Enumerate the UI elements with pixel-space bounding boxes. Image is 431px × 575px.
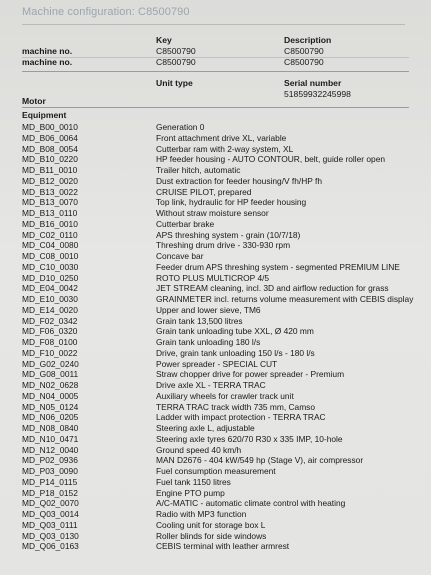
equipment-description: Concave bar	[156, 251, 204, 261]
equipment-row	[22, 348, 431, 359]
equipment-code: MD_P02_0936	[22, 455, 78, 466]
equipment-description: Steering axle tyres 620/70 R30 x 335 IMP, 10-hole	[156, 433, 343, 444]
equipment-code: MD_B00_0010	[22, 122, 78, 132]
unit-type-header: Unit type	[156, 78, 193, 88]
equipment-row	[22, 412, 431, 423]
section-divider	[22, 71, 409, 72]
unit-serial-header	[22, 78, 413, 89]
equipment-row	[22, 122, 431, 133]
equipment-description: Engine PTO pump	[156, 487, 225, 498]
machine-row	[22, 57, 413, 68]
equipment-code: MD_N10_0471	[22, 433, 79, 444]
equipment-code: MD_E14_0020	[22, 304, 78, 315]
equipment-row	[22, 369, 431, 380]
equipment-list	[0, 122, 431, 552]
equipment-description: Top link, hydraulic for HP feeder housing	[156, 197, 307, 208]
section-divider	[22, 107, 409, 108]
equipment-description: Cutterbar ram with 2-way system, XL	[156, 143, 294, 154]
equipment-description: CEBIS terminal with leather armrest	[156, 541, 290, 552]
equipment-row	[22, 176, 431, 187]
equipment-code: MD_B13_0110	[22, 208, 78, 218]
equipment-description: Threshing drum drive - 330-930 rpm	[156, 240, 291, 251]
equipment-description: Radio with MP3 function	[156, 509, 247, 519]
equipment-row	[22, 251, 431, 262]
equipment-description: Feeder drum APS threshing system - segmented PREMIUM LINE	[156, 261, 400, 272]
equipment-code: MD_P03_0090	[22, 466, 78, 476]
equipment-row	[22, 391, 431, 402]
equipment-code: MD_N02_0628	[22, 380, 79, 390]
equipment-description: Dust extraction for feeder housing/V fh/HP fh	[156, 175, 323, 186]
equipment-code: MD_B08_0054	[22, 143, 78, 154]
equipment-description: APS threshing system - grain (10/7/18)	[156, 229, 301, 240]
equipment-description: Trailer hitch, automatic	[156, 165, 241, 175]
equipment-code: MD_F10_0022	[22, 347, 78, 358]
machine-key: C8500790	[156, 57, 196, 67]
equipment-code: MD_B13_0022	[22, 186, 78, 197]
equipment-description: Grain tank 13,500 litres	[156, 315, 243, 326]
equipment-row	[22, 477, 431, 488]
equipment-code: MD_P18_0152	[22, 487, 78, 498]
equipment-code: MD_B11_0010	[22, 165, 78, 175]
equipment-row	[22, 144, 431, 155]
equipment-row	[22, 187, 431, 198]
description-header: Description	[284, 35, 332, 45]
equipment-description: Roller blinds for side windows	[156, 530, 267, 541]
equipment-code: MD_C10_0030	[22, 261, 79, 272]
equipment-code: MD_Q03_0111	[22, 519, 78, 530]
equipment-row	[22, 208, 431, 219]
equipment-code: MD_B10_0220	[22, 154, 78, 165]
equipment-code: MD_N12_0040	[22, 444, 79, 455]
equipment-description: Ground speed 40 km/h	[156, 444, 242, 455]
equipment-code: MD_N05_0124	[22, 401, 79, 412]
equipment-row	[22, 133, 431, 144]
equipment-row	[22, 423, 431, 434]
equipment-description: Front attachment drive XL, variable	[156, 132, 287, 143]
equipment-code: MD_D10_0250	[22, 272, 79, 283]
equipment-code: MD_Q03_0130	[22, 530, 79, 541]
equipment-code: MD_Q02_0070	[22, 498, 79, 509]
equipment-description: Upper and lower sieve, TM6	[156, 304, 261, 315]
equipment-row	[22, 316, 431, 327]
machine-label: machine no.	[22, 57, 73, 67]
equipment-row	[22, 531, 431, 542]
equipment-description: TERRA TRAC track width 735 mm, Camso	[156, 401, 316, 412]
equipment-code: MD_B06_0064	[22, 132, 78, 143]
equipment-description: Grain tank unloading 180 l/s	[156, 337, 261, 347]
page-title: Machine configuration: C8500790	[22, 6, 190, 18]
equipment-row	[22, 273, 431, 284]
equipment-description: Drive, grain tank unloading 150 l/s - 180 l/s	[156, 347, 315, 358]
equipment-row	[22, 380, 431, 391]
equipment-description: Generation 0	[156, 122, 205, 132]
serial-number-header: Serial number	[284, 78, 342, 88]
equipment-description: HP feeder housing - AUTO CONTOUR, belt, guide roller open	[156, 154, 386, 165]
equipment-title-row	[22, 110, 413, 121]
motor-serial: 51859932245998	[284, 89, 351, 99]
equipment-description: Ladder with impact protection - TERRA TRAC	[156, 412, 326, 423]
equipment-row	[22, 283, 431, 294]
equipment-description: A/C-MATIC - automatic climate control with heating	[156, 498, 346, 509]
equipment-code: MD_C04_0080	[22, 240, 79, 251]
equipment-row	[22, 445, 431, 456]
equipment-description: Cooling unit for storage box L	[156, 519, 266, 530]
machine-label: machine no.	[22, 46, 73, 56]
equipment-code: MD_G08_0011	[22, 369, 79, 380]
equipment-row	[22, 305, 431, 316]
equipment-row	[22, 488, 431, 499]
machine-key: C8500790	[156, 46, 196, 56]
equipment-code: MD_E04_0042	[22, 283, 78, 294]
equipment-description: Fuel consumption measurement	[156, 466, 276, 476]
equipment-code: MD_Q06_0163	[22, 541, 79, 552]
equipment-description: Fuel tank 1150 litres	[156, 476, 231, 487]
equipment-row	[22, 154, 431, 165]
equipment-code: MD_P14_0115	[22, 476, 78, 487]
equipment-description: Steering axle L, adjustable	[156, 423, 255, 433]
machine-row	[22, 46, 413, 57]
equipment-code: MD_Q03_0014	[22, 509, 79, 519]
equipment-code: MD_N06_0205	[22, 412, 79, 423]
key-header: Key	[156, 35, 172, 45]
equipment-description: Cutterbar brake	[156, 218, 215, 229]
equipment-row	[22, 455, 431, 466]
equipment-row	[22, 240, 431, 251]
equipment-title: Equipment	[22, 110, 67, 120]
equipment-row	[22, 219, 431, 230]
equipment-row	[22, 230, 431, 241]
equipment-description: MAN D2676 - 404 kW/549 hp (Stage V), air compressor	[156, 455, 364, 466]
equipment-code: MD_F02_0342	[22, 315, 78, 326]
equipment-code: MD_N08_0840	[22, 423, 79, 433]
equipment-row	[22, 520, 431, 531]
equipment-code: MD_C08_0010	[22, 251, 79, 261]
equipment-description: Straw chopper drive for power spreader - Premium	[156, 369, 345, 380]
key-description-header	[22, 35, 413, 46]
equipment-row	[22, 434, 431, 445]
equipment-description: JET STREAM cleaning, incl. 3D and airflow reduction for grass	[156, 283, 389, 294]
equipment-description: Without straw moisture sensor	[156, 208, 269, 218]
equipment-row	[22, 262, 431, 273]
equipment-row	[22, 294, 431, 305]
equipment-row	[22, 165, 431, 176]
equipment-row	[22, 509, 431, 520]
equipment-row	[22, 498, 431, 509]
equipment-row	[22, 402, 431, 413]
equipment-code: MD_E10_0030	[22, 294, 78, 304]
equipment-description: ROTO PLUS MULTICROP 4/5	[156, 272, 270, 283]
equipment-description: Grain tank unloading tube XXL, Ø 420 mm	[156, 326, 314, 337]
equipment-row	[22, 541, 431, 552]
title-divider	[22, 24, 405, 25]
equipment-row	[22, 466, 431, 477]
equipment-description: Drive axle XL - TERRA TRAC	[156, 380, 266, 390]
machine-description: C8500790	[284, 46, 324, 56]
equipment-row	[22, 337, 431, 348]
equipment-code: MD_B13_0070	[22, 197, 78, 208]
motor-label-row	[22, 96, 413, 107]
equipment-row	[22, 197, 431, 208]
equipment-description: GRAINMETER incl. returns volume measurement with CEBIS display	[156, 294, 414, 304]
equipment-code: MD_F06_0320	[22, 326, 78, 337]
motor-label: Motor	[22, 96, 46, 106]
equipment-row	[22, 359, 431, 370]
equipment-description: Auxiliary wheels for crawler track unit	[156, 390, 294, 401]
equipment-code: MD_B16_0010	[22, 218, 78, 229]
equipment-description: Power spreader - SPECIAL CUT	[156, 358, 278, 369]
equipment-code: MD_F08_0100	[22, 337, 78, 347]
machine-description: C8500790	[284, 57, 324, 67]
equipment-code: MD_N04_0005	[22, 390, 79, 401]
equipment-row	[22, 326, 431, 337]
equipment-code: MD_B12_0020	[22, 175, 78, 186]
equipment-code: MD_C02_0110	[22, 229, 78, 240]
equipment-code: MD_G02_0240	[22, 358, 79, 369]
equipment-description: CRUISE PILOT, prepared	[156, 186, 252, 197]
